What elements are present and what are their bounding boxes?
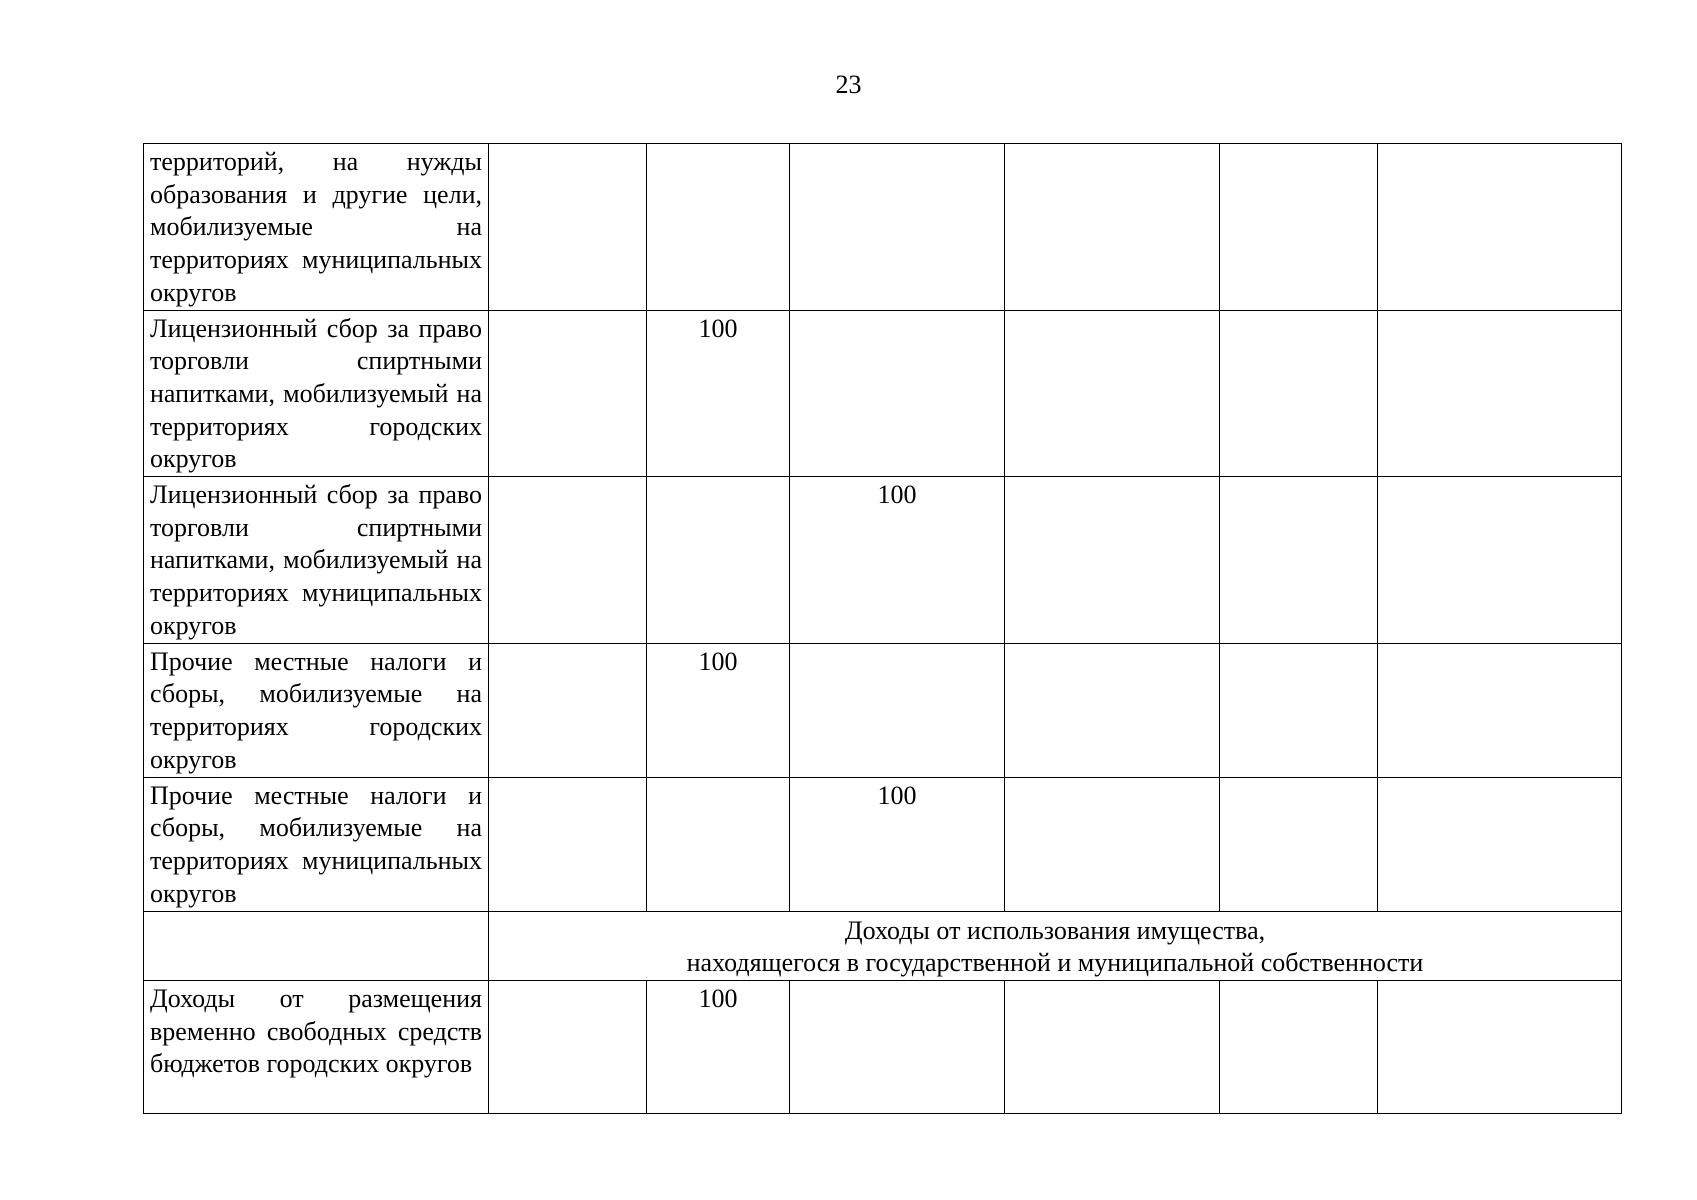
value-cell: [1378, 144, 1622, 311]
value-cell: 100: [790, 477, 1005, 644]
value-cell: [1220, 980, 1378, 1113]
value-cell: [489, 310, 647, 477]
value-cell: [790, 643, 1005, 777]
value-cell: [1378, 777, 1622, 911]
value-cell: [1005, 477, 1220, 644]
value-cell: [1378, 310, 1622, 477]
value-cell: [489, 777, 647, 911]
table-row: [144, 477, 1622, 644]
value-cell: [1378, 980, 1622, 1113]
value-cell: [1005, 144, 1220, 311]
value-cell: [1005, 310, 1220, 477]
value-cell: [489, 144, 647, 311]
value-cell: [1005, 777, 1220, 911]
value-cell: [489, 477, 647, 644]
section-header-cell: [489, 911, 1622, 980]
value-cell: [647, 144, 790, 311]
value-cell: 100: [647, 980, 790, 1113]
revenue-name-cell: территорий, на нужды образования и другие цели, мобилизуемые на территориях муниципальных округов: [144, 144, 489, 311]
page-number: 23: [835, 70, 862, 99]
value-cell: [1005, 980, 1220, 1113]
value-cell: [1220, 643, 1378, 777]
value-cell: [790, 144, 1005, 311]
value-cell: 100: [790, 777, 1005, 911]
table-row: [144, 144, 1622, 311]
value-cell: [647, 777, 790, 911]
value-cell: 100: [647, 643, 790, 777]
value-cell: [1220, 310, 1378, 477]
value-cell: [1220, 777, 1378, 911]
value-cell: [1378, 477, 1622, 644]
value-cell: [790, 980, 1005, 1113]
table-row: [144, 310, 1622, 477]
value-cell: 100: [647, 310, 790, 477]
table-row: [144, 777, 1622, 911]
revenue-name-cell: Прочие местные налоги и сборы, мобилизуемые на территориях городских округов: [144, 643, 489, 777]
revenue-name-cell: Лицензионный сбор за право торговли спиртными напитками, мобилизуемый на территориях муниципальных округов: [144, 477, 489, 644]
revenue-name-cell: Доходы от размещения временно свободных средств бюджетов городских округов: [144, 980, 489, 1113]
section-header-line-1: Доходы от использования имущества,: [844, 915, 1266, 945]
table-row: [144, 643, 1622, 777]
section-header-line-2: находящегося в государственной и муниципальной собственности: [686, 948, 1424, 978]
value-cell: [489, 980, 647, 1113]
value-cell: [1005, 643, 1220, 777]
value-cell: [489, 643, 647, 777]
section-header-row: [144, 911, 1622, 980]
value-cell: [647, 477, 790, 644]
value-cell: [1220, 477, 1378, 644]
value-cell: [790, 310, 1005, 477]
revenue-distribution-table: [143, 143, 1622, 1114]
value-cell: [1378, 643, 1622, 777]
value-cell: [1220, 144, 1378, 311]
revenue-name-cell: Прочие местные налоги и сборы, мобилизуемые на территориях муниципальных округов: [144, 777, 489, 911]
section-header-empty-cell: [144, 911, 489, 980]
revenue-name-cell: Лицензионный сбор за право торговли спиртными напитками, мобилизуемый на территориях городских округов: [144, 310, 489, 477]
table-row: [144, 980, 1622, 1113]
